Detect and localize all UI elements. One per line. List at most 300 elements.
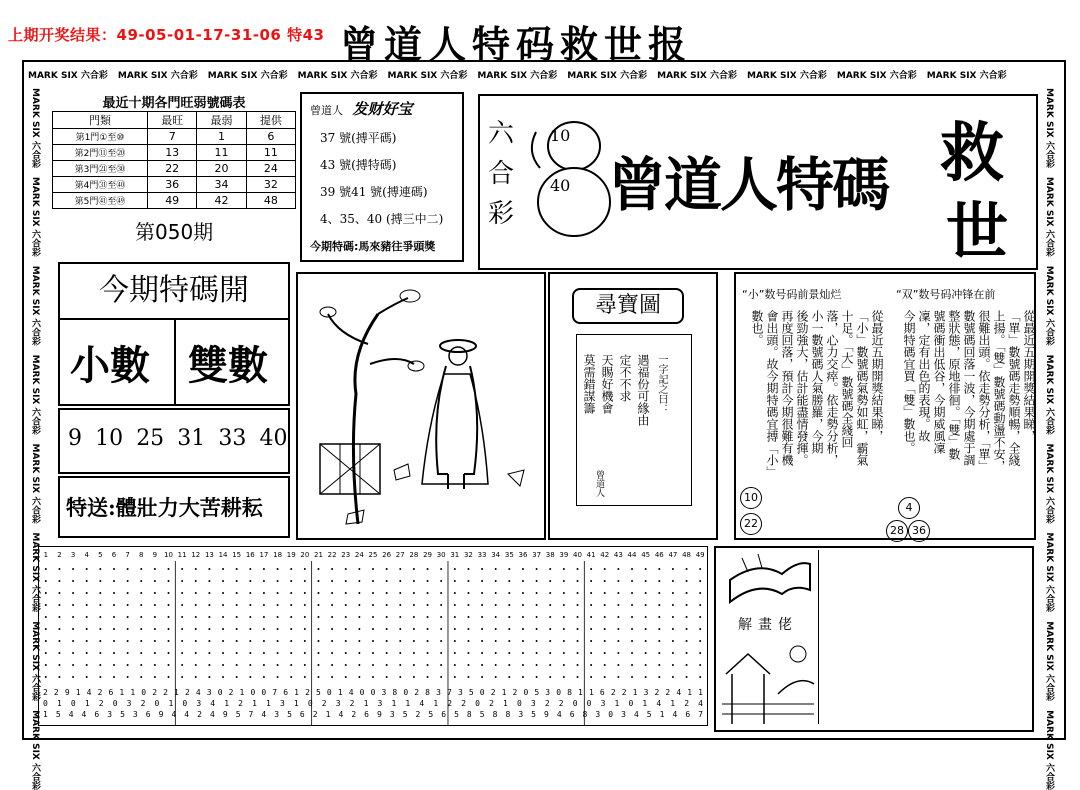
grid-dot bbox=[154, 592, 156, 594]
grid-dot bbox=[45, 628, 47, 630]
grid-dot bbox=[154, 652, 156, 654]
grid-dot bbox=[290, 580, 292, 582]
grid-dot bbox=[99, 580, 101, 582]
col-cold: 最弱 bbox=[197, 112, 246, 129]
grid-dot bbox=[290, 676, 292, 678]
grid-dot bbox=[317, 616, 319, 618]
grid-dot bbox=[154, 604, 156, 606]
grid-dot bbox=[140, 580, 142, 582]
grid-header-number: 24 bbox=[354, 551, 364, 559]
grid-dot bbox=[413, 592, 415, 594]
grid-dot bbox=[495, 664, 497, 666]
grid-dot bbox=[631, 580, 633, 582]
grid-dot bbox=[686, 652, 688, 654]
grid-header-number: 19 bbox=[286, 551, 296, 559]
grid-dot bbox=[45, 616, 47, 618]
grid-dot bbox=[195, 568, 197, 570]
grid-dot bbox=[399, 652, 401, 654]
grid-dot bbox=[304, 628, 306, 630]
grid-dot bbox=[345, 580, 347, 582]
grid-dot bbox=[386, 616, 388, 618]
grid-dot bbox=[263, 676, 265, 678]
grid-dot bbox=[372, 616, 374, 618]
grid-dot bbox=[208, 628, 210, 630]
small-ball: 22 bbox=[740, 513, 762, 535]
grid-dot bbox=[86, 604, 88, 606]
grid-dot bbox=[590, 580, 592, 582]
grid-dot bbox=[590, 676, 592, 678]
grid-dot bbox=[372, 676, 374, 678]
grid-dot bbox=[208, 664, 210, 666]
table-row: 第3門㉑至㉚ 22 20 24 bbox=[53, 161, 296, 177]
grid-dot bbox=[604, 604, 606, 606]
grid-dot bbox=[45, 592, 47, 594]
grid-dot bbox=[508, 568, 510, 570]
grid-dot bbox=[413, 616, 415, 618]
grid-dot bbox=[372, 652, 374, 654]
grid-dot bbox=[358, 616, 360, 618]
special-numbers-box bbox=[58, 408, 290, 474]
grid-dot bbox=[686, 604, 688, 606]
grid-dot bbox=[631, 604, 633, 606]
grid-dot bbox=[699, 580, 701, 582]
grid-dot bbox=[563, 676, 565, 678]
grid-dot bbox=[427, 652, 429, 654]
farmer-illustration bbox=[298, 274, 544, 538]
grid-dot bbox=[427, 616, 429, 618]
grid-dot bbox=[99, 592, 101, 594]
illustration-panel bbox=[296, 272, 546, 540]
grid-dot bbox=[645, 580, 647, 582]
grid-dot bbox=[304, 664, 306, 666]
grid-dot bbox=[277, 568, 279, 570]
grid-dot bbox=[99, 604, 101, 606]
grid-dot bbox=[481, 664, 483, 666]
grid-header-number: 13 bbox=[204, 551, 214, 559]
grid-dot bbox=[304, 604, 306, 606]
grid-dot bbox=[604, 580, 606, 582]
grid-header-number: 38 bbox=[545, 551, 555, 559]
grid-dot bbox=[672, 592, 674, 594]
grid-dot bbox=[345, 616, 347, 618]
grid-dot bbox=[686, 592, 688, 594]
grid-dot bbox=[140, 652, 142, 654]
grid-dot bbox=[549, 664, 551, 666]
grid-dot bbox=[304, 640, 306, 642]
grid-dot bbox=[181, 664, 183, 666]
small-ball: 10 bbox=[740, 487, 762, 509]
grid-dot bbox=[154, 628, 156, 630]
grid-dot bbox=[427, 592, 429, 594]
grid-header-number: 46 bbox=[654, 551, 664, 559]
grid-dot bbox=[236, 580, 238, 582]
special-right: 雙數 bbox=[188, 342, 268, 389]
grid-header-number: 44 bbox=[627, 551, 637, 559]
grid-dot bbox=[140, 640, 142, 642]
col-hot: 最旺 bbox=[148, 112, 197, 129]
grid-dot bbox=[290, 652, 292, 654]
grid-dot bbox=[236, 568, 238, 570]
grid-dot bbox=[563, 640, 565, 642]
grid-dot bbox=[536, 616, 538, 618]
grid-dot bbox=[127, 652, 129, 654]
grid-dot bbox=[427, 676, 429, 678]
grid-dot bbox=[331, 580, 333, 582]
grid-dot bbox=[672, 640, 674, 642]
grid-dot bbox=[672, 568, 674, 570]
grid-dot bbox=[631, 568, 633, 570]
grid-dot bbox=[495, 604, 497, 606]
grid-dot bbox=[236, 616, 238, 618]
grid-dot bbox=[604, 616, 606, 618]
grid-dot bbox=[372, 580, 374, 582]
grid-dot bbox=[481, 592, 483, 594]
grid-dot bbox=[658, 604, 660, 606]
grid-dot bbox=[672, 676, 674, 678]
grid-dot bbox=[699, 628, 701, 630]
grid-dot bbox=[645, 640, 647, 642]
grid-dot bbox=[440, 664, 442, 666]
grid-dot bbox=[72, 652, 74, 654]
grid-dot bbox=[249, 640, 251, 642]
grid-dot bbox=[345, 676, 347, 678]
grid-header-number: 32 bbox=[463, 551, 473, 559]
grid-dot bbox=[467, 568, 469, 570]
grid-dot bbox=[140, 568, 142, 570]
grid-dot bbox=[454, 616, 456, 618]
double-ball: 28 bbox=[886, 520, 908, 542]
grid-dot bbox=[481, 580, 483, 582]
grid-dot bbox=[508, 592, 510, 594]
grid-dot bbox=[86, 640, 88, 642]
grid-dot bbox=[399, 640, 401, 642]
grid-dot bbox=[372, 604, 374, 606]
grid-header-number: 14 bbox=[218, 551, 228, 559]
grid-dot bbox=[358, 676, 360, 678]
grid-dot bbox=[45, 652, 47, 654]
grid-dot bbox=[72, 664, 74, 666]
grid-dot bbox=[563, 664, 565, 666]
grid-dot bbox=[127, 568, 129, 570]
grid-dot bbox=[672, 604, 674, 606]
grid-dot bbox=[222, 676, 224, 678]
grid-dot bbox=[249, 628, 251, 630]
grid-header-number: 39 bbox=[559, 551, 569, 559]
grid-dot bbox=[699, 568, 701, 570]
grid-dot bbox=[236, 604, 238, 606]
treasure-author: 曾道人 bbox=[594, 470, 604, 497]
grid-dot bbox=[86, 664, 88, 666]
grid-dot bbox=[222, 568, 224, 570]
small-analysis: 從最近五期開獎結果睇， 「小」數號碼氣勢如虹，霸氣 十足。「大」數號碼全綫回 落，心力交瘁。依走勢分析， 小一數號碼人氣勝羅，今期 後勁強大，估計能盡情發揮。 再度回落，預計今期很難有機 會出頭。故今期特碼宜搏「小」 數也。 bbox=[750, 310, 884, 478]
grid-dot bbox=[58, 628, 60, 630]
grid-dot bbox=[495, 628, 497, 630]
grid-dot bbox=[222, 604, 224, 606]
grid-dot bbox=[181, 592, 183, 594]
grid-dot bbox=[686, 628, 688, 630]
grid-dot bbox=[249, 568, 251, 570]
grid-dot bbox=[345, 604, 347, 606]
grid-dot bbox=[617, 592, 619, 594]
book-icon bbox=[718, 550, 818, 610]
grid-dot bbox=[590, 664, 592, 666]
grid-dot bbox=[467, 640, 469, 642]
grid-dot bbox=[645, 604, 647, 606]
grid-dot bbox=[140, 604, 142, 606]
grid-header-number: 45 bbox=[641, 551, 651, 559]
grid-dot bbox=[345, 568, 347, 570]
grid-dot bbox=[317, 592, 319, 594]
logo-chars: 六 合 彩 bbox=[488, 119, 515, 229]
grid-dot bbox=[427, 640, 429, 642]
grid-dot bbox=[563, 604, 565, 606]
grid-header-number: 17 bbox=[259, 551, 269, 559]
grid-dot bbox=[263, 640, 265, 642]
table-row: 第4門㉛至㊵ 36 34 32 bbox=[53, 177, 296, 193]
grid-dot bbox=[181, 676, 183, 678]
grid-dot bbox=[686, 580, 688, 582]
grid-dot bbox=[386, 676, 388, 678]
grid-dot bbox=[590, 652, 592, 654]
grid-dot bbox=[440, 676, 442, 678]
grid-dot bbox=[277, 640, 279, 642]
grid-dot bbox=[99, 652, 101, 654]
grid-dot bbox=[549, 640, 551, 642]
grid-dot bbox=[549, 580, 551, 582]
grid-dot bbox=[686, 664, 688, 666]
grid-dot bbox=[290, 616, 292, 618]
grid-dot bbox=[195, 652, 197, 654]
grid-dot bbox=[263, 652, 265, 654]
grid-dot bbox=[86, 592, 88, 594]
grid-dot bbox=[372, 592, 374, 594]
grid-dot bbox=[372, 664, 374, 666]
logo-num-bottom: 40 bbox=[550, 176, 571, 195]
grid-dot bbox=[617, 604, 619, 606]
tips-box bbox=[300, 92, 464, 262]
grid-dot bbox=[563, 568, 565, 570]
grid-header-number: 27 bbox=[395, 551, 405, 559]
grid-dot bbox=[358, 580, 360, 582]
grid-dot bbox=[58, 604, 60, 606]
grid-dot bbox=[576, 580, 578, 582]
grid-dot bbox=[454, 568, 456, 570]
grid-dot bbox=[590, 640, 592, 642]
grid-dot bbox=[181, 580, 183, 582]
grid-dot bbox=[140, 628, 142, 630]
grid-dot bbox=[536, 664, 538, 666]
right-brand-strip: MARK SIX 六合彩 MARK SIX 六合彩 MARK SIX 六合彩 MARK SIX 六合彩 MARK SIX 六合彩 MARK SIX 六合彩 MARK SIX 六合彩 MARK SIX 六合彩 bbox=[1044, 88, 1054, 790]
grid-dot bbox=[440, 592, 442, 594]
special-heading-box bbox=[58, 262, 290, 320]
grid-dot bbox=[617, 568, 619, 570]
grid-dot bbox=[413, 676, 415, 678]
grid-dot bbox=[604, 652, 606, 654]
grid-dot bbox=[113, 604, 115, 606]
grid-dot bbox=[427, 580, 429, 582]
grid-dot bbox=[72, 628, 74, 630]
double-ball: 4 bbox=[898, 497, 920, 519]
grid-dot bbox=[631, 616, 633, 618]
grid-dot bbox=[331, 640, 333, 642]
grid-dot bbox=[386, 640, 388, 642]
grid-dot bbox=[508, 580, 510, 582]
grid-header-number: 5 bbox=[98, 551, 103, 559]
grid-dot bbox=[658, 676, 660, 678]
grid-dot bbox=[495, 616, 497, 618]
grid-dot bbox=[427, 628, 429, 630]
grid-dot bbox=[508, 604, 510, 606]
grid-dot bbox=[522, 616, 524, 618]
grid-header-number: 26 bbox=[382, 551, 392, 559]
grid-dot bbox=[181, 604, 183, 606]
grid-dot bbox=[290, 640, 292, 642]
grid-dot bbox=[440, 616, 442, 618]
grid-dot bbox=[440, 580, 442, 582]
grid-header-number: 36 bbox=[518, 551, 528, 559]
grid-header-number: 47 bbox=[668, 551, 678, 559]
grid-dot bbox=[454, 664, 456, 666]
history-table-box bbox=[52, 92, 296, 209]
grid-dot bbox=[290, 664, 292, 666]
grid-dot bbox=[277, 664, 279, 666]
grid-dot bbox=[263, 580, 265, 582]
table-row: 第1門①至⑩ 7 1 6 bbox=[53, 129, 296, 145]
grid-dot bbox=[290, 628, 292, 630]
grid-dot bbox=[304, 616, 306, 618]
tips-sig-script: 发财好宝 bbox=[352, 100, 413, 118]
grid-dot bbox=[467, 652, 469, 654]
grid-dot bbox=[399, 628, 401, 630]
logo-banner bbox=[478, 94, 1038, 270]
grid-dot bbox=[331, 616, 333, 618]
grid-header-number: 22 bbox=[327, 551, 337, 559]
small-title: “小”数号码前景灿烂 bbox=[742, 288, 842, 301]
grid-dot bbox=[563, 592, 565, 594]
grid-dot bbox=[590, 592, 592, 594]
grid-dot bbox=[631, 592, 633, 594]
grid-dot bbox=[263, 604, 265, 606]
grid-dot bbox=[113, 628, 115, 630]
grid-header-number: 23 bbox=[341, 551, 351, 559]
grid-dot bbox=[331, 628, 333, 630]
grid-dot bbox=[686, 676, 688, 678]
grid-dot bbox=[127, 628, 129, 630]
grid-dot bbox=[86, 568, 88, 570]
grid-dot bbox=[195, 580, 197, 582]
logo-side-2: 世 bbox=[946, 195, 1009, 268]
grid-dot bbox=[645, 628, 647, 630]
grid-header-number: 35 bbox=[504, 551, 514, 559]
grid-dot bbox=[590, 616, 592, 618]
grid-header-number: 21 bbox=[314, 551, 323, 559]
grid-dot bbox=[72, 616, 74, 618]
grid-dot bbox=[72, 568, 74, 570]
grid-dot bbox=[508, 652, 510, 654]
grid-dot bbox=[168, 676, 170, 678]
grid-dot bbox=[604, 640, 606, 642]
grid-dot bbox=[127, 616, 129, 618]
grid-dot bbox=[576, 640, 578, 642]
grid-dot bbox=[249, 580, 251, 582]
grid-header-number: 41 bbox=[586, 551, 596, 559]
grid-dot bbox=[454, 580, 456, 582]
grid-header-number: 29 bbox=[423, 551, 432, 559]
grid-dot bbox=[440, 568, 442, 570]
grid-dot bbox=[331, 676, 333, 678]
grid-dot bbox=[386, 580, 388, 582]
small-balls bbox=[740, 486, 764, 535]
grid-dot bbox=[113, 676, 115, 678]
grid-dot bbox=[208, 640, 210, 642]
grid-dot bbox=[508, 640, 510, 642]
grid-dot bbox=[699, 664, 701, 666]
grid-dot bbox=[99, 628, 101, 630]
grid-dot bbox=[658, 616, 660, 618]
grid-dot bbox=[345, 664, 347, 666]
grid-dot bbox=[222, 640, 224, 642]
treasure-col: 遇福份可緣由 bbox=[636, 354, 650, 426]
grid-dot bbox=[304, 568, 306, 570]
grid-dot bbox=[481, 604, 483, 606]
special-gift-box bbox=[58, 476, 290, 538]
grid-dot bbox=[658, 640, 660, 642]
history-title: 最近十期各門旺弱號碼表 bbox=[102, 96, 246, 111]
grid-dot bbox=[195, 592, 197, 594]
grid-dot bbox=[263, 568, 265, 570]
grid-dot bbox=[140, 676, 142, 678]
grid-dot bbox=[195, 664, 197, 666]
grid-dot bbox=[467, 664, 469, 666]
grid-dot bbox=[127, 580, 129, 582]
grid-dot bbox=[304, 676, 306, 678]
grid-dot bbox=[386, 652, 388, 654]
col-gate: 門類 bbox=[53, 112, 148, 129]
grid-dot bbox=[699, 592, 701, 594]
grid-dot bbox=[549, 628, 551, 630]
grid-dot bbox=[290, 592, 292, 594]
grid-header-number: 42 bbox=[600, 551, 610, 559]
grid-dot bbox=[645, 568, 647, 570]
grid-dot bbox=[45, 664, 47, 666]
grid-dot bbox=[263, 664, 265, 666]
grid-dot bbox=[522, 592, 524, 594]
tips-footer: 今期特碼:馬來豬往爭頭獎 bbox=[310, 240, 436, 253]
grid-dot bbox=[508, 616, 510, 618]
grid-header-number: 6 bbox=[111, 551, 117, 559]
grid-dot bbox=[345, 652, 347, 654]
grid-dot bbox=[617, 628, 619, 630]
grid-dot bbox=[154, 580, 156, 582]
riddle-art-column bbox=[718, 550, 819, 724]
grid-dot bbox=[358, 640, 360, 642]
grid-dot bbox=[699, 604, 701, 606]
grid-dot bbox=[563, 628, 565, 630]
grid-dot bbox=[658, 580, 660, 582]
trend-grid-svg bbox=[39, 547, 707, 725]
grid-dot bbox=[99, 568, 101, 570]
grid-header-number: 30 bbox=[436, 551, 446, 559]
grid-dot bbox=[127, 592, 129, 594]
grid-dot bbox=[440, 652, 442, 654]
treasure-map-box bbox=[548, 272, 718, 540]
grid-dot bbox=[604, 568, 606, 570]
grid-dot bbox=[113, 652, 115, 654]
grid-dot bbox=[399, 568, 401, 570]
grid-dot bbox=[317, 640, 319, 642]
grid-dot bbox=[413, 580, 415, 582]
grid-header-number: 3 bbox=[70, 551, 76, 559]
